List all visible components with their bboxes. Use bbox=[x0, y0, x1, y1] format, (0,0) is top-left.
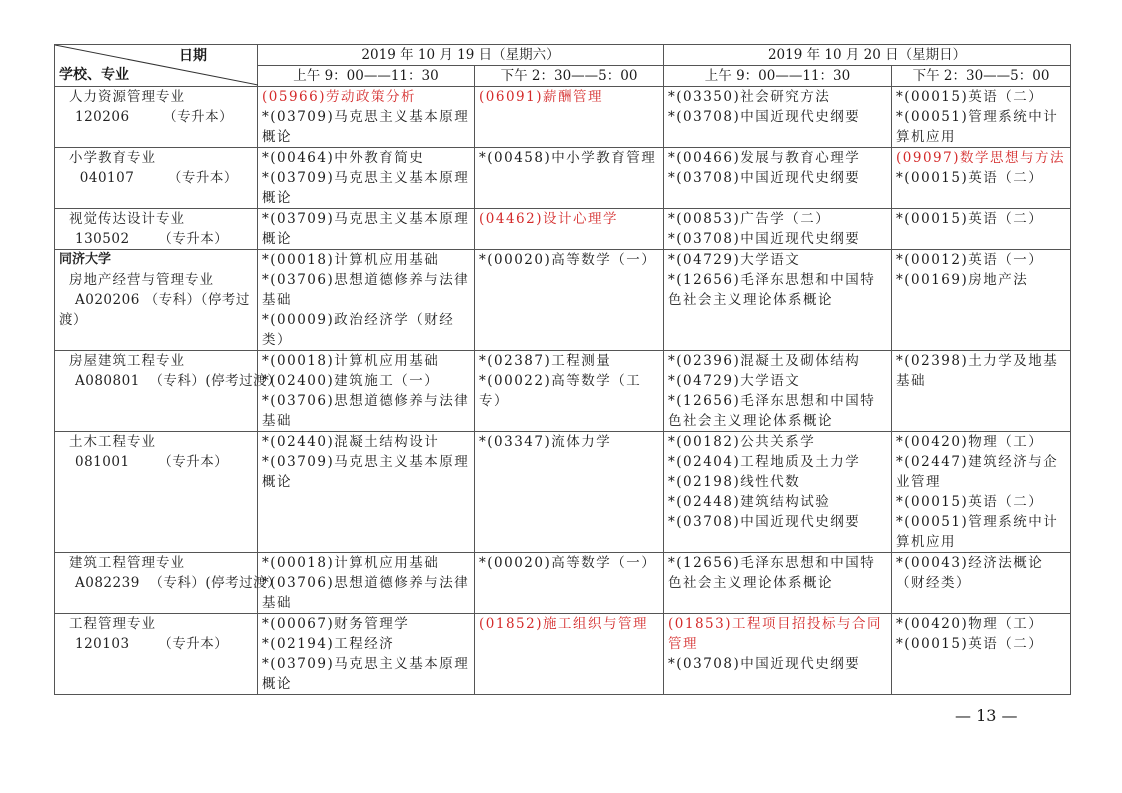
course-entry: *(12656)毛泽东思想和中国特色社会主义理论体系概论 bbox=[668, 272, 876, 308]
session-cell bbox=[258, 87, 475, 148]
course-entry: *(00015)英语（二） bbox=[896, 211, 1044, 227]
session-cell bbox=[475, 87, 664, 148]
course-entry: *(02396)混凝土及砌体结构 bbox=[668, 353, 861, 369]
course-entry: *(00020)高等数学（一） bbox=[479, 555, 657, 571]
major-code: A020206 （专科）（停考过渡） bbox=[59, 292, 250, 328]
new-course-entry: (01853)工程项目招投标与合同管理 bbox=[668, 616, 882, 652]
major-cell bbox=[55, 250, 258, 351]
session-cell bbox=[664, 553, 892, 614]
table-row bbox=[55, 148, 1071, 209]
course-entry: *(00853)广告学（二） bbox=[668, 211, 831, 227]
course-entry: *(04729)大学语文 bbox=[668, 373, 801, 389]
major-cell bbox=[55, 614, 258, 695]
course-entry: *(00464)中外教育简史 bbox=[262, 150, 425, 166]
course-entry: *(02398)土力学及地基基础 bbox=[896, 353, 1059, 389]
major-code: 130502 （专升本） bbox=[75, 231, 229, 247]
session-cell bbox=[664, 432, 892, 553]
session-cell bbox=[892, 614, 1071, 695]
course-entry: *(00009)政治经济学（财经类） bbox=[262, 312, 455, 348]
major-cell bbox=[55, 553, 282, 614]
course-entry: *(02440)混凝土结构设计 bbox=[262, 434, 440, 450]
table-row bbox=[55, 250, 1071, 351]
session-cell bbox=[475, 614, 664, 695]
course-entry: *(03706)思想道德修养与法律基础 bbox=[262, 272, 470, 308]
course-entry: *(00012)英语（一） bbox=[896, 252, 1044, 268]
session-cell bbox=[475, 209, 664, 250]
session-cell bbox=[892, 351, 1071, 432]
course-entry: *(00020)高等数学（一） bbox=[479, 252, 657, 268]
school-name: 同济大学 bbox=[59, 252, 112, 267]
session-cell bbox=[664, 250, 892, 351]
session-cell bbox=[892, 432, 1071, 553]
course-entry: *(02447)建筑经济与企业管理 bbox=[896, 454, 1059, 490]
major-code: A080801 （专科）(停考过渡） bbox=[75, 373, 282, 389]
session-cell bbox=[892, 209, 1071, 250]
table-row bbox=[55, 432, 1071, 553]
course-entry: *(12656)毛泽东思想和中国特色社会主义理论体系概论 bbox=[668, 555, 876, 591]
school-major-axis-label: 学校、专业 bbox=[59, 67, 129, 83]
course-entry: *(00018)计算机应用基础 bbox=[262, 555, 440, 571]
new-course-entry: (05966)劳动政策分析 bbox=[262, 89, 416, 105]
course-entry: *(03347)流体力学 bbox=[479, 434, 612, 450]
course-entry: *(03706)思想道德修养与法律基础 bbox=[262, 575, 470, 611]
date-header-day2: 2019 年 10 月 20 日（星期日） bbox=[664, 45, 1071, 66]
session-cell bbox=[258, 432, 475, 553]
major-name: 视觉传达设计专业 bbox=[69, 211, 185, 227]
major-name: 小学教育专业 bbox=[69, 150, 156, 166]
course-entry: *(00051)管理系统中计算机应用 bbox=[896, 109, 1059, 145]
major-name: 房地产经营与管理专业 bbox=[69, 272, 214, 288]
session-cell bbox=[475, 351, 664, 432]
course-entry: *(03350)社会研究方法 bbox=[668, 89, 831, 105]
session-cell bbox=[664, 351, 892, 432]
course-entry: *(02404)工程地质及土力学 bbox=[668, 454, 861, 470]
major-code: 081001 （专升本） bbox=[75, 454, 229, 470]
course-entry: *(03709)马克思主义基本原理概论 bbox=[262, 109, 470, 145]
major-cell bbox=[55, 432, 258, 553]
page-number: — 13 — bbox=[955, 706, 1018, 725]
session-cell bbox=[664, 148, 892, 209]
course-entry: *(00015)英语（二） bbox=[896, 170, 1044, 186]
session-cell bbox=[258, 209, 475, 250]
session-cell bbox=[892, 148, 1071, 209]
course-entry: *(00015)英语（二） bbox=[896, 89, 1044, 105]
course-entry: *(00169)房地产法 bbox=[896, 272, 1029, 288]
major-cell bbox=[55, 351, 282, 432]
table-row bbox=[55, 87, 1071, 148]
header-corner-cell bbox=[55, 45, 258, 87]
major-code: 120206 （专升本） bbox=[75, 109, 234, 125]
session-cell bbox=[475, 553, 664, 614]
exam-schedule-table bbox=[54, 44, 1071, 695]
course-entry: *(00051)管理系统中计算机应用 bbox=[896, 514, 1059, 550]
major-cell bbox=[55, 87, 258, 148]
session-header-day2-am: 上午 9：00——11：30 bbox=[664, 66, 892, 87]
new-course-entry: (06091)薪酬管理 bbox=[479, 89, 603, 105]
course-entry: *(00420)物理（工） bbox=[896, 434, 1044, 450]
course-entry: *(00018)计算机应用基础 bbox=[262, 252, 440, 268]
course-entry: *(12656)毛泽东思想和中国特色社会主义理论体系概论 bbox=[668, 393, 876, 429]
date-header-day1: 2019 年 10 月 19 日（星期六） bbox=[258, 45, 664, 66]
course-entry: *(00458)中小学教育管理 bbox=[479, 150, 657, 166]
table-row bbox=[55, 614, 1071, 695]
course-entry: *(00067)财务管理学 bbox=[262, 616, 410, 632]
course-entry: *(00043)经济法概论（财经类） bbox=[896, 555, 1044, 591]
course-entry: *(00015)英语（二） bbox=[896, 494, 1044, 510]
session-header-day1-pm: 下午 2：30——5：00 bbox=[475, 66, 664, 87]
session-cell bbox=[475, 148, 664, 209]
session-cell bbox=[475, 250, 664, 351]
major-name: 房屋建筑工程专业 bbox=[69, 353, 185, 369]
major-cell bbox=[55, 148, 258, 209]
session-cell bbox=[664, 87, 892, 148]
course-entry: *(03708)中国近现代史纲要 bbox=[668, 656, 861, 672]
course-entry: *(02194)工程经济 bbox=[262, 636, 395, 652]
new-course-entry: (01852)施工组织与管理 bbox=[479, 616, 648, 632]
major-name: 建筑工程管理专业 bbox=[69, 555, 185, 571]
course-entry: *(02448)建筑结构试验 bbox=[668, 494, 831, 510]
session-cell bbox=[475, 432, 664, 553]
table-row bbox=[55, 351, 1071, 432]
session-cell bbox=[892, 553, 1071, 614]
session-cell bbox=[892, 250, 1071, 351]
course-entry: *(00018)计算机应用基础 bbox=[262, 353, 440, 369]
course-entry: *(03706)思想道德修养与法律基础 bbox=[262, 393, 470, 429]
major-name: 土木工程专业 bbox=[69, 434, 156, 450]
session-cell bbox=[664, 209, 892, 250]
major-cell bbox=[55, 209, 258, 250]
major-code: 120103 （专升本） bbox=[75, 636, 229, 652]
course-entry: *(03708)中国近现代史纲要 bbox=[668, 514, 861, 530]
session-header-day2-pm: 下午 2：30——5：00 bbox=[892, 66, 1071, 87]
major-code: 040107 （专升本） bbox=[75, 170, 238, 186]
course-entry: *(03709)马克思主义基本原理概论 bbox=[262, 211, 470, 247]
course-entry: *(00182)公共关系学 bbox=[668, 434, 816, 450]
major-name: 人力资源管理专业 bbox=[69, 89, 185, 105]
course-entry: *(03708)中国近现代史纲要 bbox=[668, 109, 861, 125]
date-axis-label: 日期 bbox=[179, 48, 207, 64]
table-row bbox=[55, 553, 1071, 614]
table-row bbox=[55, 209, 1071, 250]
session-cell bbox=[258, 351, 475, 432]
session-cell bbox=[664, 614, 892, 695]
major-name: 工程管理专业 bbox=[69, 616, 156, 632]
course-entry: *(02400)建筑施工（一） bbox=[262, 373, 440, 389]
schedule-body bbox=[55, 87, 1071, 695]
new-course-entry: (09097)数学思想与方法 bbox=[896, 150, 1065, 166]
new-course-entry: (04462)设计心理学 bbox=[479, 211, 618, 227]
session-cell bbox=[258, 614, 475, 695]
major-code: A082239 （专科）(停考过渡） bbox=[75, 575, 282, 591]
course-entry: *(02387)工程测量 bbox=[479, 353, 612, 369]
course-entry: *(04729)大学语文 bbox=[668, 252, 801, 268]
session-cell bbox=[892, 87, 1071, 148]
course-entry: *(03709)马克思主义基本原理概论 bbox=[262, 454, 470, 490]
course-entry: *(00466)发展与教育心理学 bbox=[668, 150, 861, 166]
session-cell bbox=[258, 148, 475, 209]
session-cell bbox=[258, 250, 475, 351]
course-entry: *(00022)高等数学（工专） bbox=[479, 373, 642, 409]
course-entry: *(00420)物理（工） bbox=[896, 616, 1044, 632]
course-entry: *(00015)英语（二） bbox=[896, 636, 1044, 652]
course-entry: *(03708)中国近现代史纲要 bbox=[668, 170, 861, 186]
session-cell bbox=[258, 553, 475, 614]
course-entry: *(03708)中国近现代史纲要 bbox=[668, 231, 861, 247]
course-entry: *(02198)线性代数 bbox=[668, 474, 801, 490]
session-header-day1-am: 上午 9：00——11：30 bbox=[258, 66, 475, 87]
course-entry: *(03709)马克思主义基本原理概论 bbox=[262, 656, 470, 692]
course-entry: *(03709)马克思主义基本原理概论 bbox=[262, 170, 470, 206]
